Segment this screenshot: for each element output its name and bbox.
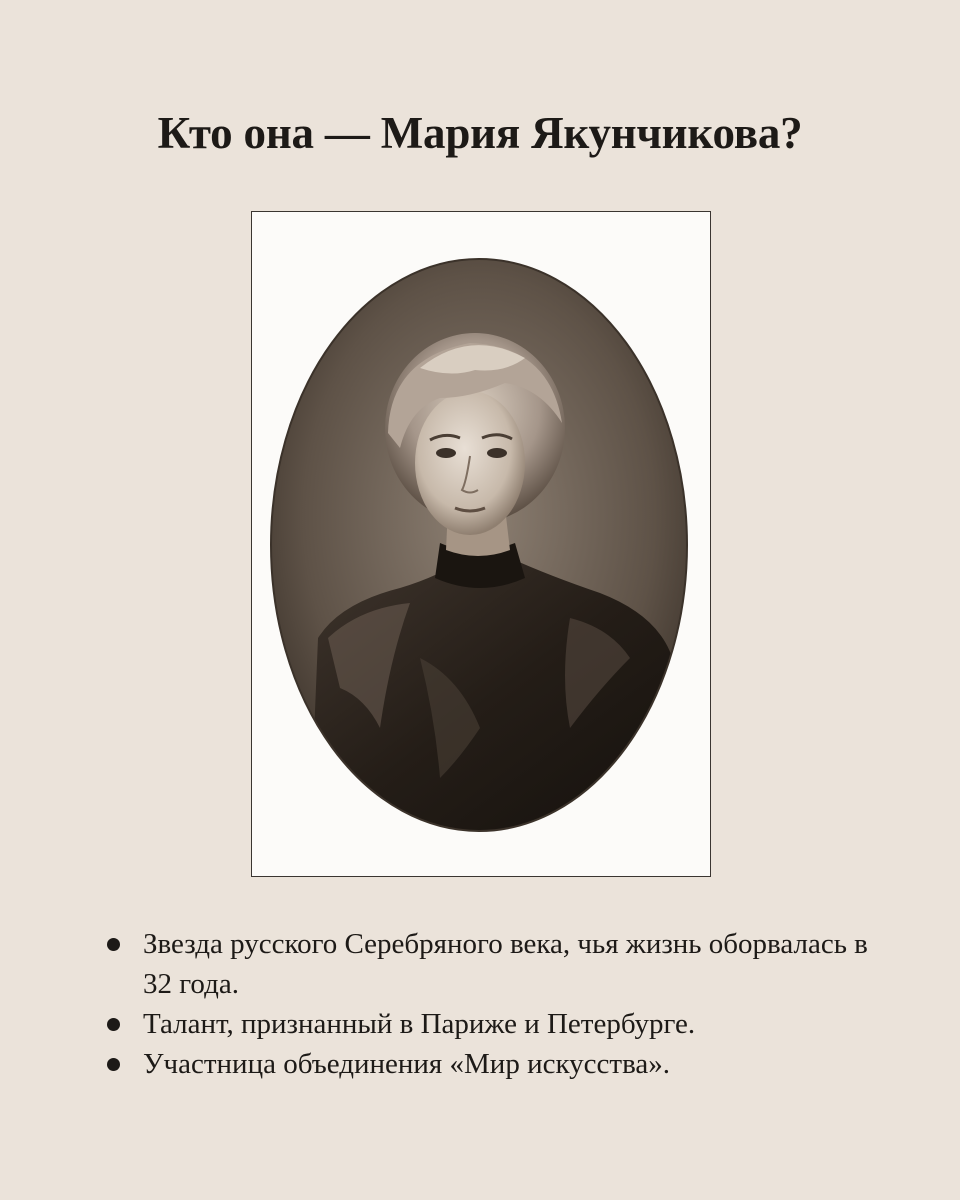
list-item xyxy=(100,924,880,1004)
list-item xyxy=(100,1004,880,1044)
list-item xyxy=(100,1044,880,1084)
portrait-photo-frame xyxy=(251,211,711,877)
bullet-icon xyxy=(107,1018,120,1031)
list-item-text: Участница объединения «Мир искусства». xyxy=(143,1048,670,1080)
bullet-icon xyxy=(107,938,120,951)
list-item-text: Талант, признанный в Париже и Петербурге. xyxy=(143,1008,696,1040)
list-item-text: Звезда русского Серебряного века, чья жизнь оборвалась в 32 года. xyxy=(143,928,868,1000)
oval-portrait-photo xyxy=(270,258,688,832)
facts-list xyxy=(100,924,880,1084)
bullet-icon xyxy=(107,1058,120,1071)
page-title: Кто она — Мария Якунчикова? xyxy=(157,108,803,158)
